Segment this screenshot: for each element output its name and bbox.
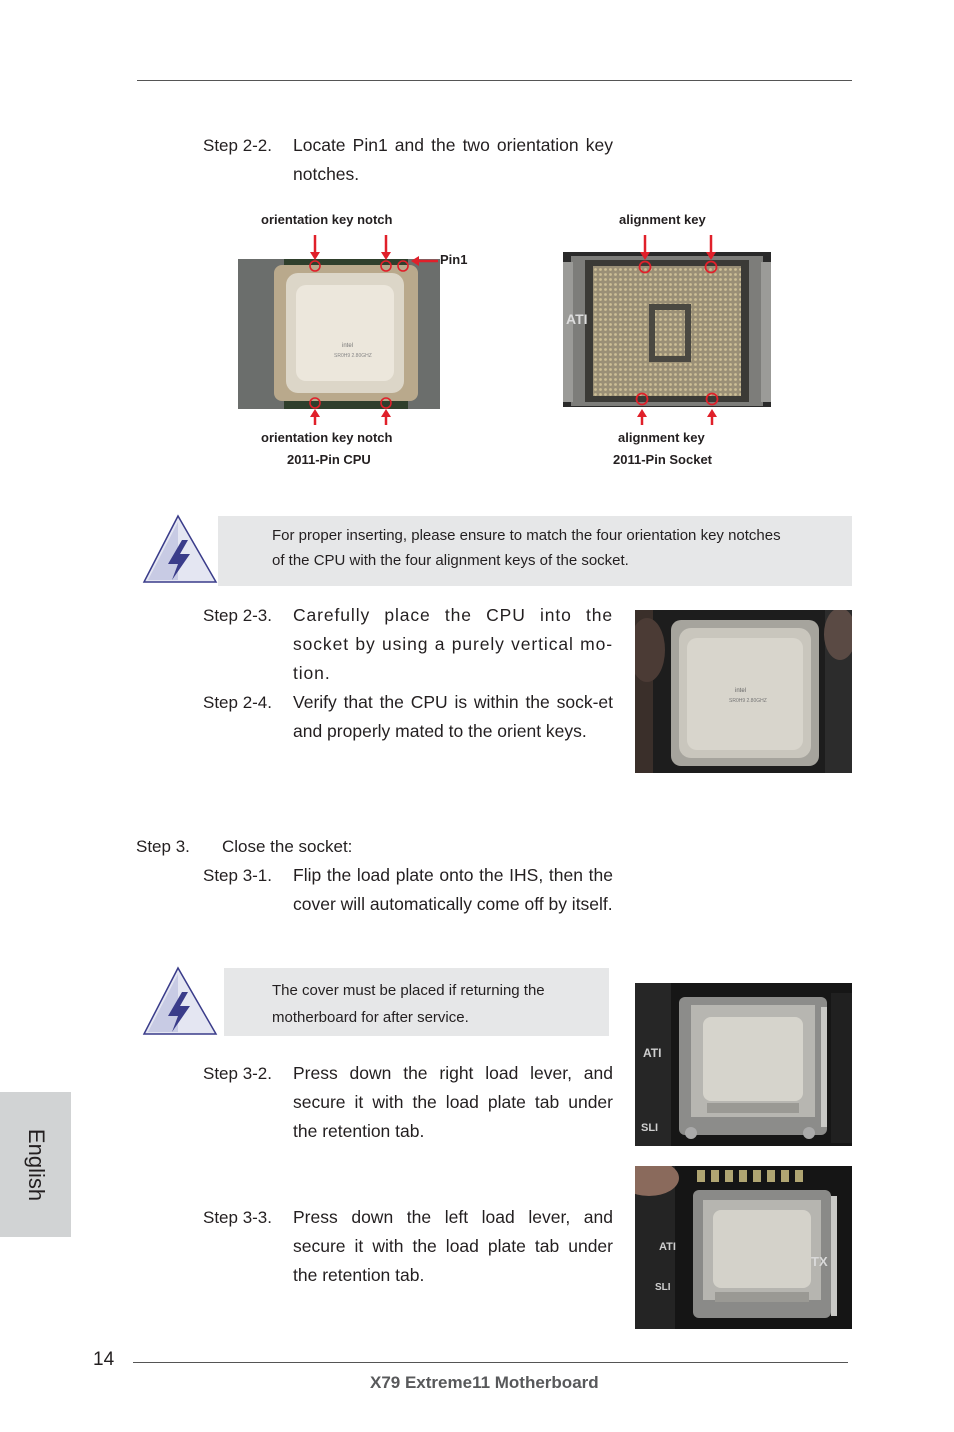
step-2-3-label: Step 2-3. bbox=[203, 606, 272, 625]
note-1-text: For proper inserting, please ensure to match the four orientation key notches of the CPU with the four alignment keys of the socket. bbox=[272, 527, 781, 569]
cpu-label-top: orientation key notch bbox=[261, 212, 393, 227]
footer-product: X79 Extreme11 Motherboard bbox=[370, 1373, 599, 1392]
warning-icon bbox=[140, 514, 220, 586]
socket-caption: 2011-Pin Socket bbox=[613, 452, 712, 467]
page-number: 14 bbox=[93, 1349, 115, 1370]
cpu-markers bbox=[238, 225, 478, 425]
step-3-text: Close the socket: bbox=[222, 837, 353, 856]
footer-rule bbox=[133, 1362, 848, 1363]
cpu-label-pin1: Pin1 bbox=[440, 252, 468, 267]
step-2-3-text: Carefully place the CPU into the socket by using a purely vertical mo-tion. bbox=[293, 605, 613, 683]
socket-label-bottom: alignment key bbox=[618, 430, 705, 445]
step-2-4-label: Step 2-4. bbox=[203, 693, 272, 712]
step-3-1-label: Step 3-1. bbox=[203, 866, 272, 885]
step-2-4-text: Verify that the CPU is within the sock-et and properly mated to the orient keys. bbox=[293, 692, 613, 741]
svg-text:SR0H9 2.80GHZ: SR0H9 2.80GHZ bbox=[334, 353, 372, 359]
step-3-2-label: Step 3-2. bbox=[203, 1064, 272, 1083]
lever-press-photo bbox=[635, 1166, 852, 1329]
svg-text:TX: TX bbox=[811, 1254, 828, 1269]
svg-text:ATI: ATI bbox=[566, 311, 588, 327]
warning-icon bbox=[140, 966, 220, 1038]
language-tab bbox=[0, 1092, 71, 1237]
step-3-label: Step 3. bbox=[136, 837, 190, 856]
step-3-3-text: Press down the left load lever, and secure it with the load plate tab under the retention tab. bbox=[293, 1207, 613, 1285]
step-2-2-text: Locate Pin1 and the two orientation key notches. bbox=[293, 135, 613, 184]
step-3-3-label: Step 3-3. bbox=[203, 1208, 272, 1227]
step-3-1-text: Flip the load plate onto the IHS, then the cover will automatically come off by itself. bbox=[293, 865, 613, 914]
step-3-2-text: Press down the right load lever, and secure it with the load plate tab under the retention tab. bbox=[293, 1063, 613, 1141]
note-2-text: The cover must be placed if returning the motherboard for after service. bbox=[272, 982, 545, 1026]
cpu-placement-photo bbox=[635, 610, 852, 773]
header-rule bbox=[137, 80, 852, 81]
svg-text:ATI: ATI bbox=[659, 1241, 676, 1253]
socket-markers bbox=[563, 225, 771, 425]
language-tab-label: English bbox=[23, 1128, 49, 1201]
svg-text:ATI: ATI bbox=[643, 1046, 662, 1060]
step-2-2-label: Step 2-2. bbox=[203, 136, 272, 155]
svg-text:SLI: SLI bbox=[655, 1282, 671, 1293]
svg-text:SR0H9 2.80GHZ: SR0H9 2.80GHZ bbox=[729, 698, 767, 704]
load-plate-photo bbox=[635, 983, 852, 1146]
svg-text:SLI: SLI bbox=[641, 1122, 659, 1134]
svg-text:intel: intel bbox=[735, 688, 747, 694]
socket-label-top: alignment key bbox=[619, 212, 706, 227]
cpu-caption: 2011-Pin CPU bbox=[287, 452, 371, 467]
svg-text:intel: intel bbox=[342, 343, 354, 349]
cpu-label-bottom: orientation key notch bbox=[261, 430, 393, 445]
